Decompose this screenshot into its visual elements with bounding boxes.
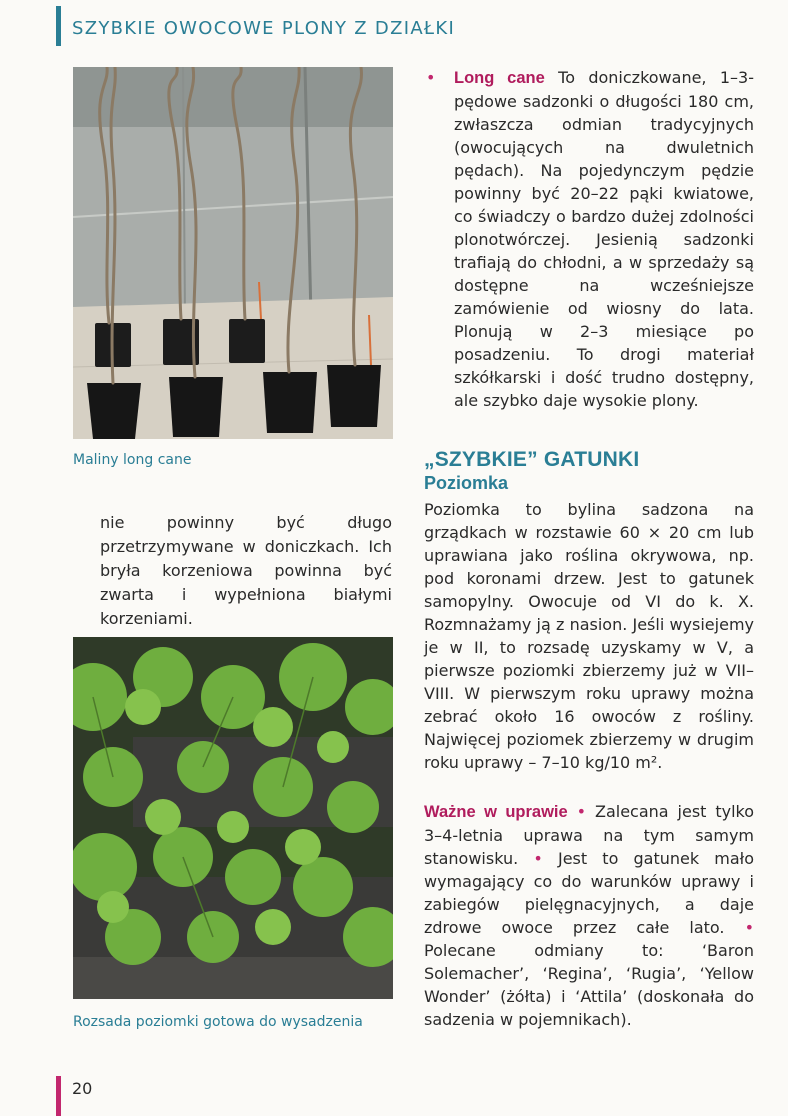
left-paragraph: nie powinny być długo przetrzymywane w doniczkach. Ich bryła korzeniowa powinna być zwarta i wypełniona białymi korzeniami. bbox=[100, 513, 392, 628]
section-title: „SZYBKIE” GATUNKI bbox=[424, 448, 640, 471]
photo-raspberry-canes bbox=[73, 67, 393, 439]
long-cane-term: Long cane bbox=[454, 69, 545, 87]
running-head: SZYBKIE OWOCOWE PLONY Z DZIAŁKI bbox=[72, 18, 456, 39]
figure-caption-raspberry: Maliny long cane bbox=[73, 452, 192, 468]
important-text-2: Jest to gatunek mało wymagający co do warunków uprawy i zabiegów pielęgnacyjnych, a daje zdrowe owoce przez całe lato. bbox=[424, 849, 754, 937]
poziomka-paragraph: Poziomka to bylina sadzona na grządkach w rozstawie 60 × 20 cm lub uprawiana jako roślina okrywowa, np. pod koronami drzew. Jest to gatunek samopylny. Owocuje od VI do k. X. Rozmnażamy ją z nasion. Jeśli wysiejemy je w II, to rozsadę uzyskamy w V, a pierwsze poziomki zbierzemy już w VII–VIII. W pierwszym roku uprawy można zebrać około 16 owoców z rośliny. Najwięcej poziomek zbierzemy w drugim roku uprawy – 7–10 kg/10 m². bbox=[424, 500, 754, 772]
left-column-text bbox=[100, 511, 392, 631]
long-cane-paragraph bbox=[454, 66, 754, 412]
separator-dot-icon: • bbox=[533, 849, 543, 868]
subsection-title: Poziomka bbox=[424, 473, 509, 493]
page-number: 20 bbox=[72, 1079, 93, 1098]
long-cane-item bbox=[424, 66, 754, 412]
separator-dot-icon: • bbox=[576, 802, 587, 821]
figure-caption-strawberry: Rozsada poziomki gotowa do wysadzenia bbox=[73, 1014, 363, 1030]
header-accent-bar bbox=[56, 6, 61, 46]
photo-strawberry-seedlings bbox=[73, 637, 393, 999]
separator-dot-icon: • bbox=[744, 918, 754, 937]
important-paragraph bbox=[424, 800, 754, 1031]
long-cane-text: To doniczkowane, 1–3-pędowe sadzonki o długości 180 cm, zwłaszcza odmian tradycyjnych (owocujących na dwuletnich pędach). Na pojedynczym pędzie powinny być 20–22 pąki kwiatowe, co świadczy o bardzo dużej zdolności plonotwórczej. Jesienią sadzonki trafiają do chłodni, a w sprzedaży są dostępne na wcześniejsze zamówienie od wiosny do lata. Plonują w 2–3 miesiące po posadzeniu. To drogi materiał szkółkarski i dość trudno dostępny, ale szybko daje wysokie plony. bbox=[454, 68, 754, 410]
bullet-dot-icon: • bbox=[426, 68, 436, 87]
important-text-3: Polecane odmiany to: ‘Baron Solemacher’, ‘Regina’, ‘Rugia’, ‘Yellow Wonder’ (żółta) i ‘Attila’ (doskonała do sadzenia w pojemnikach). bbox=[424, 941, 754, 1029]
important-term: Ważne w uprawie bbox=[424, 803, 568, 821]
important-text-1: Zalecana jest tylko 3–4-letnia uprawa na tym samym stanowisku. bbox=[424, 802, 755, 868]
footer-accent-bar bbox=[56, 1076, 61, 1116]
right-column-text bbox=[424, 66, 754, 1031]
